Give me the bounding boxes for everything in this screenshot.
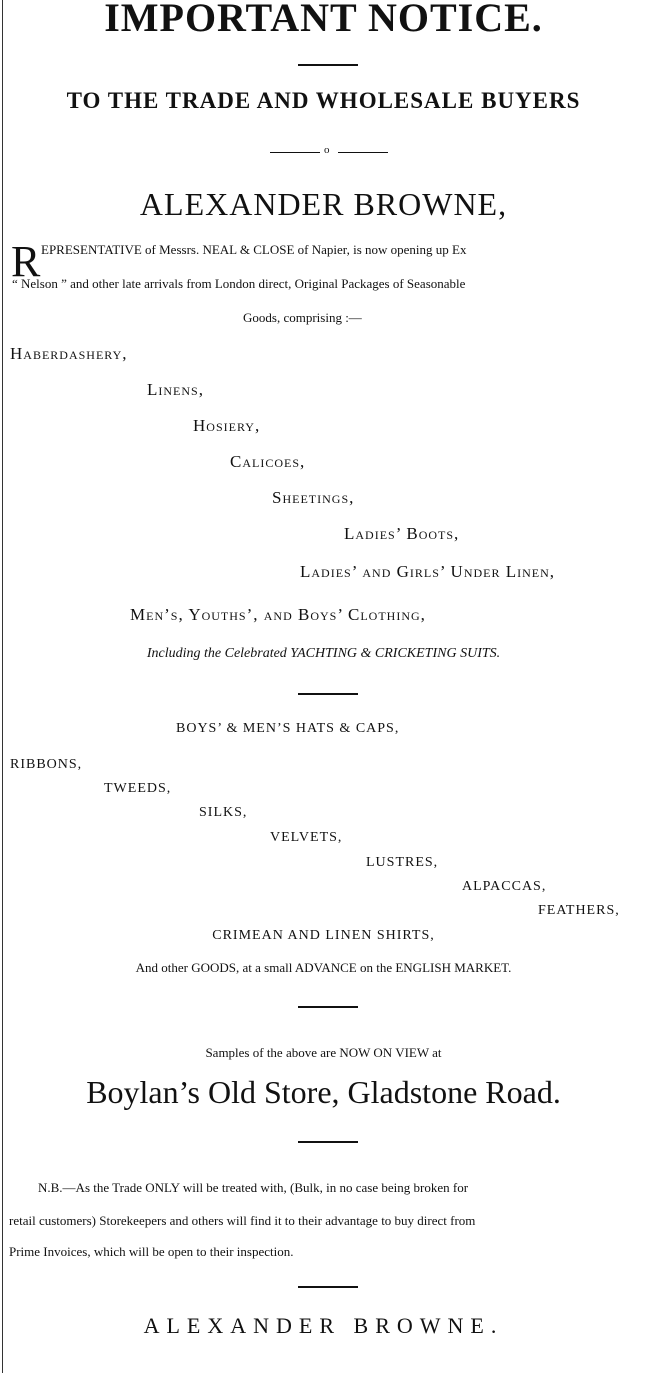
store-name: Boylan’s Old Store, Gladstone Road. bbox=[86, 1074, 561, 1110]
fabric-item: TWEEDS, bbox=[104, 781, 172, 796]
shirts-line: CRIMEAN AND LINEN SHIRTS, bbox=[212, 928, 435, 943]
drop-cap: R bbox=[11, 237, 41, 286]
intro-line-2: “ Nelson ” and other late arrivals from London direct, Original Packages of Seasonable bbox=[12, 276, 466, 291]
divider bbox=[298, 1141, 358, 1143]
including-line: Including the Celebrated YACHTING & CRICKETING SUITS. bbox=[146, 646, 501, 661]
notice-subtitle: TO THE TRADE AND WHOLESALE BUYERS bbox=[66, 88, 581, 113]
nb-line-1: N.B.—As the Trade ONLY will be treated with, (Bulk, in no case being broken for bbox=[38, 1180, 469, 1195]
fabric-item: FEATHERS, bbox=[538, 903, 620, 918]
hats-line: BOYS’ & MEN’S HATS & CAPS, bbox=[176, 721, 400, 736]
fabric-item: LUSTRES, bbox=[366, 855, 439, 870]
intro-line-3: Goods, comprising :— bbox=[243, 310, 362, 325]
nb-line-2: retail customers) Storekeepers and others will find it to their advantage to buy direct from bbox=[9, 1213, 476, 1228]
divider bbox=[298, 1006, 358, 1008]
nb-line-3: Prime Invoices, which will be open to their inspection. bbox=[9, 1244, 294, 1259]
fabric-item: VELVETS, bbox=[270, 830, 343, 845]
goods-item: Ladies’ and Girls’ Under Linen, bbox=[300, 562, 556, 581]
other-goods-line: And other GOODS, at a small ADVANCE on the ENGLISH MARKET. bbox=[135, 960, 512, 975]
divider-mark: o bbox=[324, 144, 330, 156]
fabric-item: SILKS, bbox=[199, 805, 248, 820]
goods-item: Haberdashery, bbox=[10, 344, 128, 363]
divider bbox=[298, 1286, 358, 1288]
notice-title: IMPORTANT NOTICE. bbox=[104, 0, 543, 40]
divider bbox=[298, 64, 358, 66]
goods-item: Calicoes, bbox=[230, 452, 306, 471]
fabric-item: RIBBONS, bbox=[10, 757, 83, 772]
fabric-item: ALPACCAS, bbox=[462, 879, 547, 894]
merchant-name-heading: ALEXANDER BROWNE, bbox=[139, 186, 508, 222]
goods-item: Ladies’ Boots, bbox=[344, 524, 460, 543]
goods-item: Hosiery, bbox=[193, 416, 261, 435]
ornamental-divider bbox=[270, 144, 390, 158]
goods-item: Men’s, Youths’, and Boys’ Clothing, bbox=[130, 605, 426, 624]
signature: ALEXANDER BROWNE. bbox=[143, 1313, 504, 1338]
divider bbox=[298, 693, 358, 695]
intro-line-1: EPRESENTATIVE of Messrs. NEAL & CLOSE of Napier, is now opening up Ex bbox=[41, 242, 467, 257]
goods-item: Linens, bbox=[147, 380, 204, 399]
goods-item: Sheetings, bbox=[272, 488, 355, 507]
samples-line: Samples of the above are NOW ON VIEW at bbox=[205, 1045, 442, 1060]
